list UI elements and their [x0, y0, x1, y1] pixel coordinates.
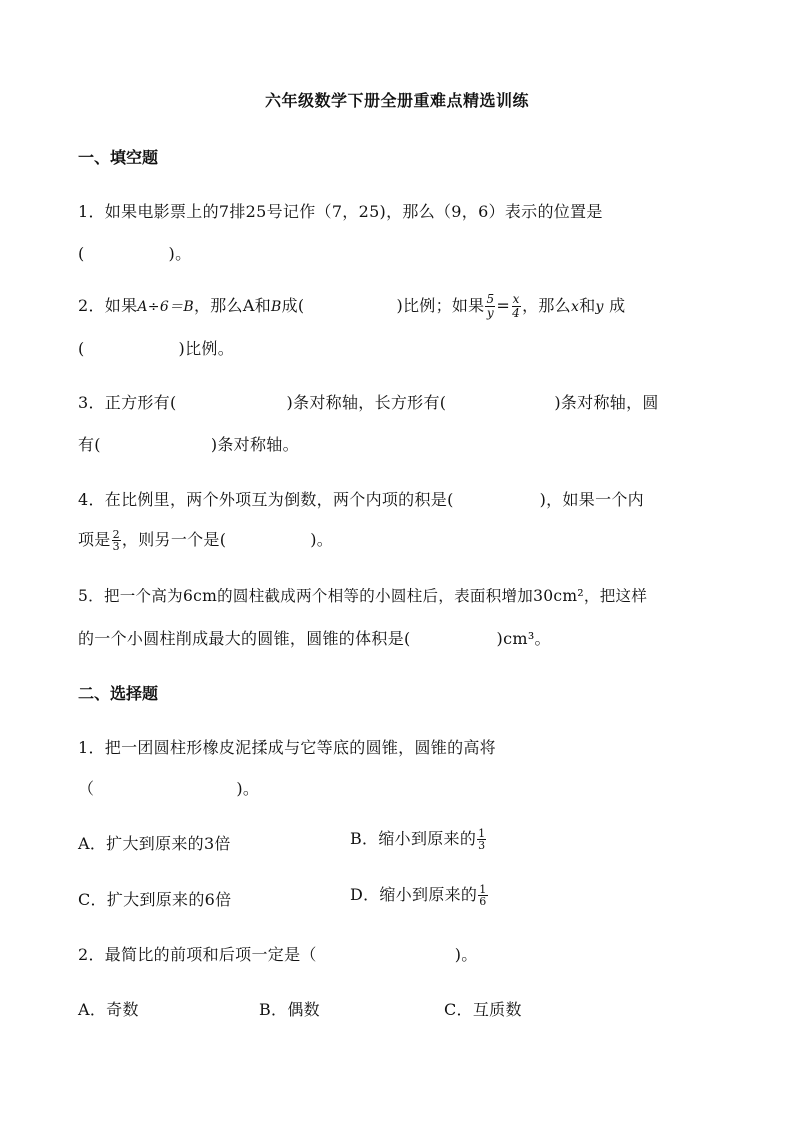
section-choice: 二、选择题	[78, 684, 159, 703]
q5-line2	[78, 626, 551, 649]
q4-l2a: 项是	[78, 530, 111, 549]
q2-mid2: 成(	[281, 296, 305, 315]
q5-l2a: 的一个小圆柱削成最大的圆锥，圆锥的体积是(	[78, 629, 411, 648]
q2-var-b: B	[271, 299, 282, 315]
c1-close: )。	[236, 779, 260, 798]
q1-open: (	[78, 244, 85, 263]
q2-line1	[78, 293, 625, 320]
q3-line2	[78, 432, 299, 455]
section-fill-in: 一、填空题	[78, 148, 159, 167]
q2-var-x: x	[570, 299, 580, 315]
c2-option-c: C．互质数	[444, 1000, 522, 1019]
c2-option-b: B．偶数	[259, 1000, 320, 1019]
c1-option-c: C．扩大到原来的6倍	[78, 890, 232, 909]
page-title: 六年级数学下册全册重难点精选训练	[264, 91, 529, 110]
c1-line2	[78, 776, 259, 799]
q4-l2b: ，则另一个是(	[121, 530, 227, 549]
q1-close: )。	[168, 244, 192, 263]
c2-option-a: A．奇数	[78, 1000, 139, 1019]
q2-mid3: )比例；如果	[396, 296, 485, 315]
q2-he: 和	[579, 296, 596, 315]
c2-part1: 2．最简比的前项和后项一定是（	[78, 945, 317, 964]
c2-part2: )。	[454, 945, 478, 964]
q5-l2b: )cm³。	[496, 629, 551, 648]
c2-line1	[78, 942, 478, 965]
c1-option-b-text: B．缩小到原来的	[350, 829, 477, 848]
q3-part3: )条对称轴，圆	[554, 393, 659, 412]
c1-option-b	[350, 826, 487, 851]
q2-equation: A÷6＝B	[137, 299, 194, 315]
q2-prefix: 2．如果	[78, 296, 138, 315]
q1-line1: 1．如果电影票上的7排25号记作（7，25)，那么（9，6）表示的位置是	[78, 202, 603, 221]
c1-option-a: A．扩大到原来的3倍	[78, 834, 231, 853]
q2-fraction-x-4: $\frac{x}{4}$	[512, 292, 521, 320]
q4-part1: 4．在比例里，两个外项互为倒数，两个内项的积是(	[78, 490, 454, 509]
q1-line2	[78, 241, 191, 264]
q3-l2b: )条对称轴。	[210, 435, 299, 454]
q3-part1: 3．正方形有(	[78, 393, 177, 412]
q4-part2: )，如果一个内	[539, 490, 644, 509]
q2-open: (	[78, 339, 85, 358]
c1-option-d	[350, 882, 489, 907]
q2-mid4: ，那么	[522, 296, 571, 315]
q5-line1: 5．把一个高为6cm的圆柱截成两个相等的小圆柱后，表面积增加30cm²，把这样	[78, 587, 648, 605]
q2-eq-sign: =	[496, 296, 511, 315]
q3-l2a: 有(	[78, 435, 101, 454]
q2-line2	[78, 336, 234, 359]
q4-l2c: )。	[310, 530, 334, 549]
c1-option-b-fraction: $\frac{1}{3}$	[478, 827, 486, 852]
q4-line2	[78, 527, 333, 552]
c1-line1: 1．把一团圆柱形橡皮泥揉成与它等底的圆锥，圆锥的高将	[78, 738, 496, 757]
c1-option-d-fraction: $\frac{1}{6}$	[479, 883, 487, 908]
c1-option-d-text: D．缩小到原来的	[350, 885, 478, 904]
q2-close: )比例。	[178, 339, 234, 358]
q3-line1	[78, 390, 659, 413]
q3-part2: )条对称轴，长方形有(	[286, 393, 447, 412]
c1-open: （	[78, 779, 95, 798]
q2-cheng: 成	[609, 296, 626, 315]
q4-fraction-2-3: $\frac{2}{3}$	[112, 528, 120, 553]
q4-line1	[78, 487, 644, 510]
q2-var-y: y	[595, 299, 604, 315]
q2-fraction-5-y: $\frac{5}{y}$	[486, 292, 495, 320]
q2-mid1: ，那么A和	[193, 296, 271, 315]
